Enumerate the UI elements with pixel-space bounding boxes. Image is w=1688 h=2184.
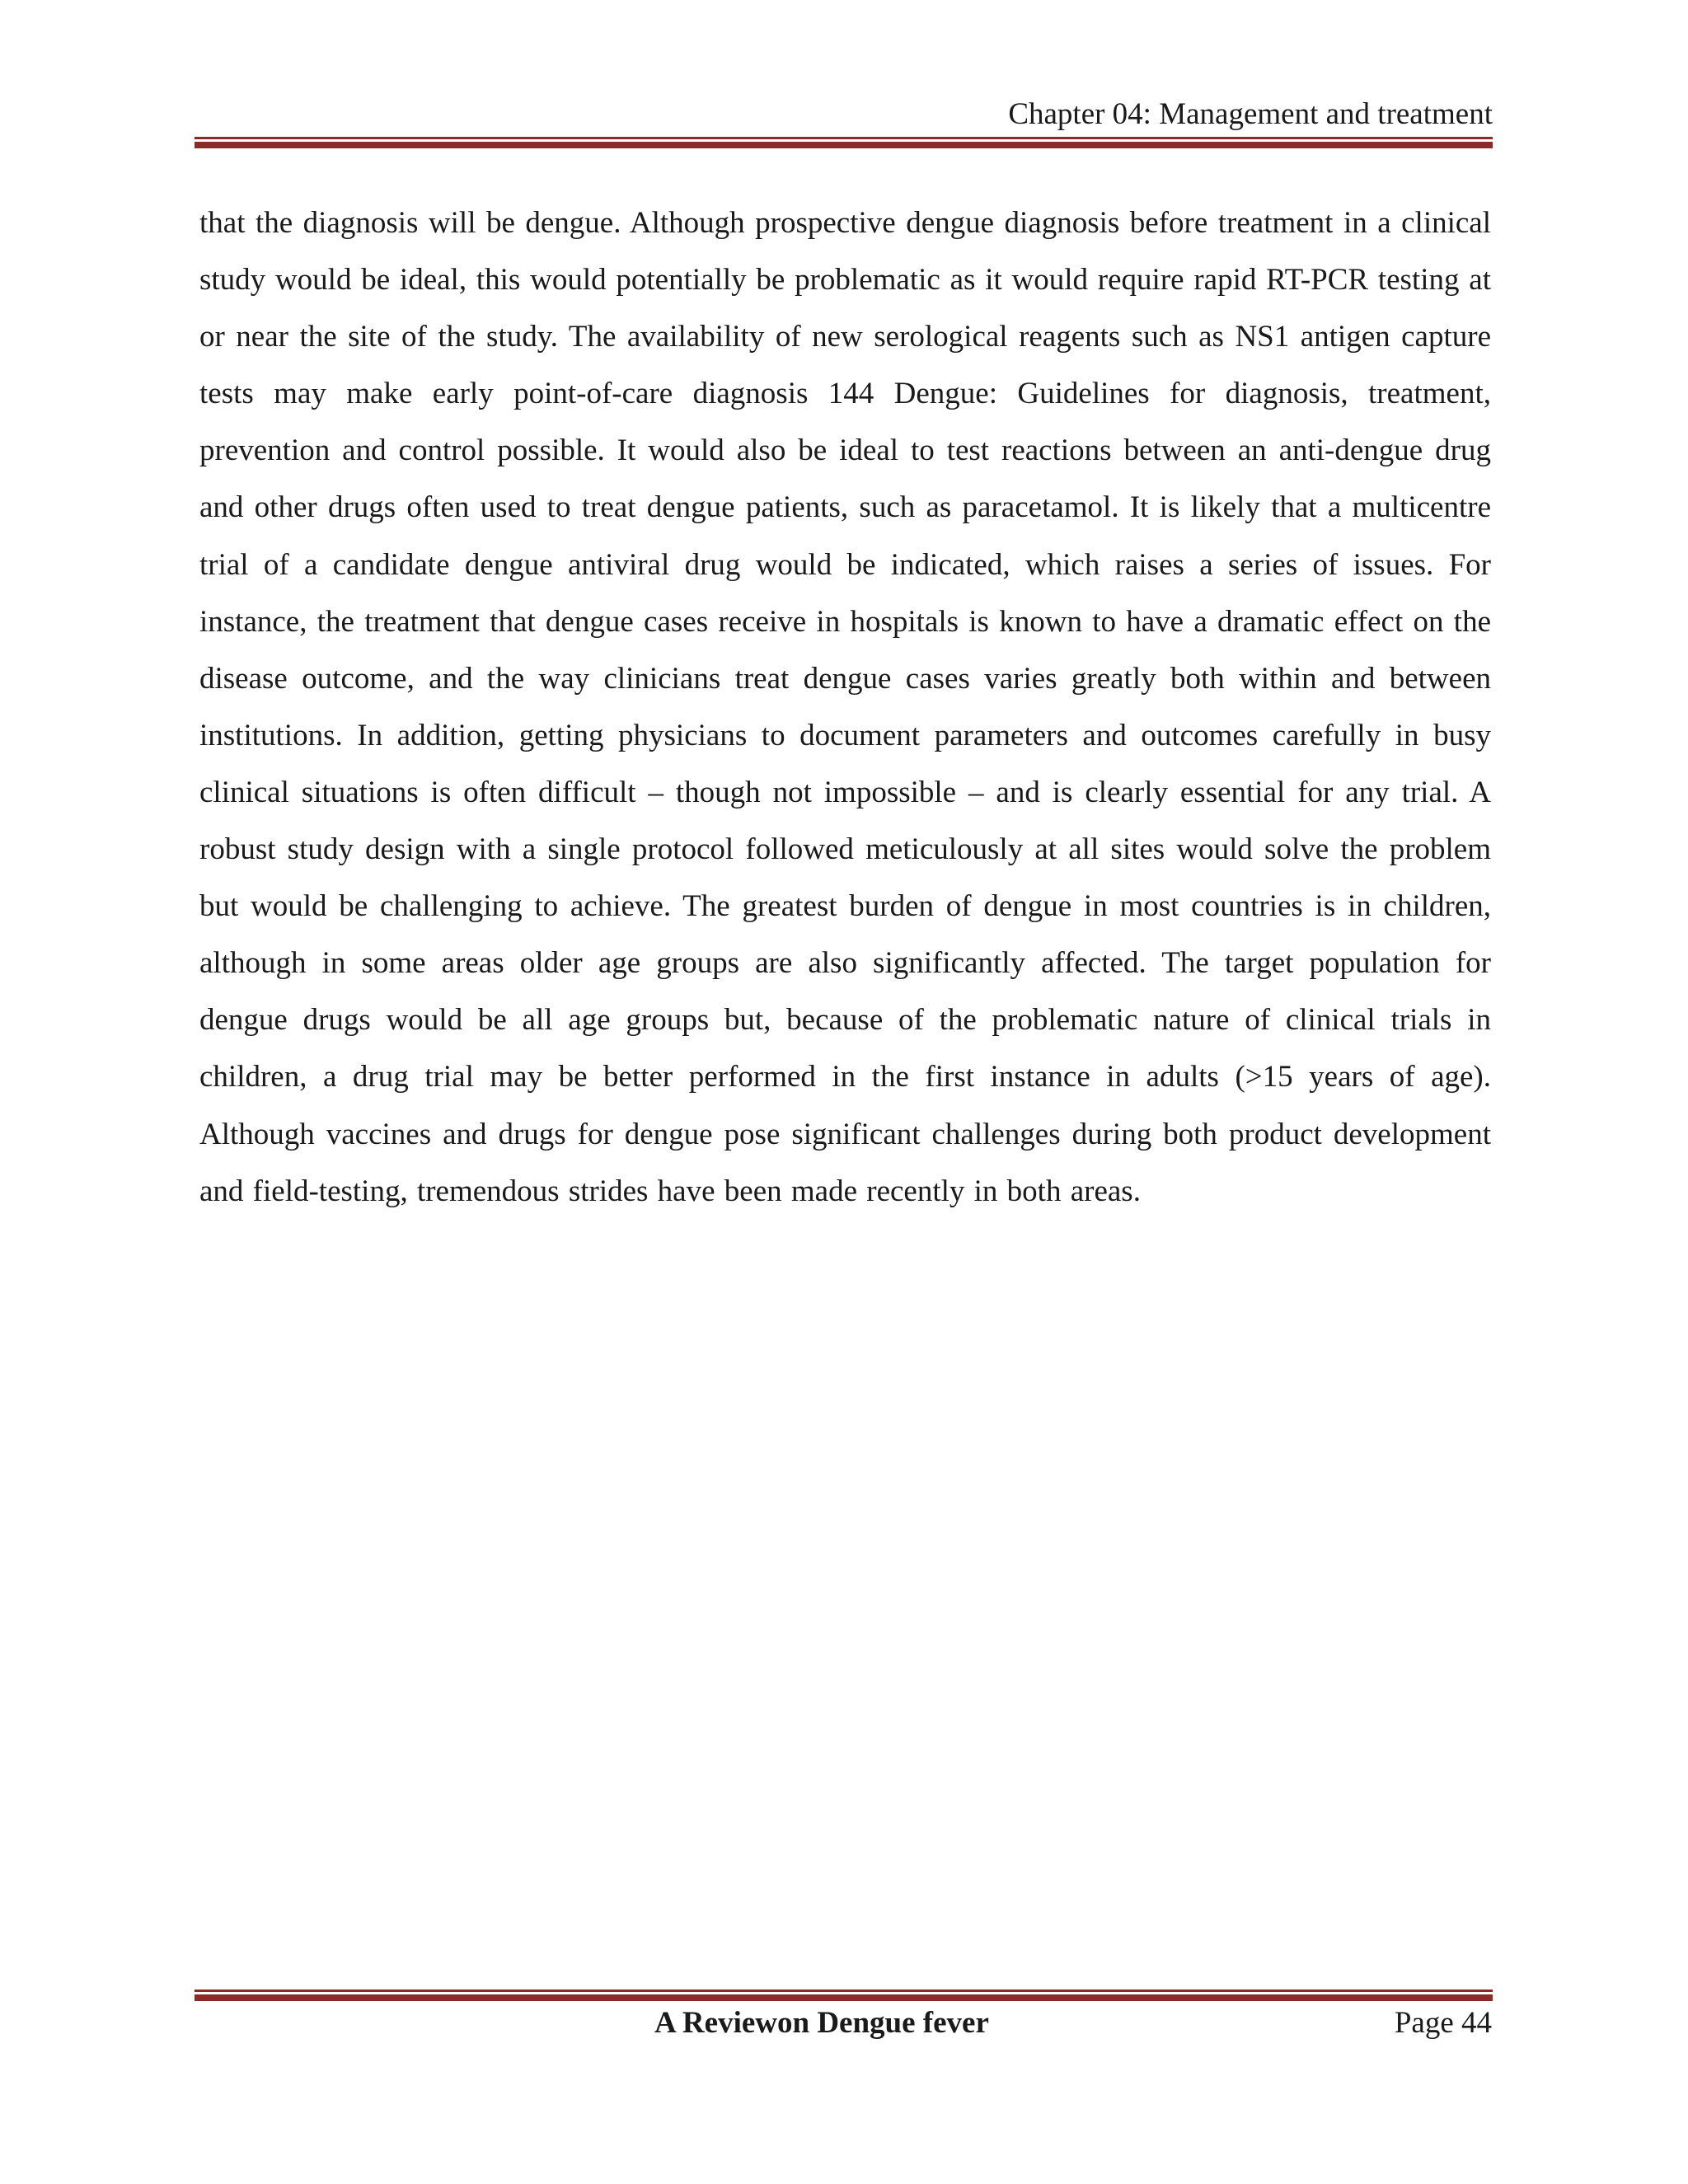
footer-document-title: A Reviewon Dengue fever [654,2006,989,2040]
header-rule-thin [195,137,1493,139]
footer-page-number: Page 44 [1394,2006,1492,2040]
header-rule-thick [195,142,1493,148]
footer-rule-thick [195,1994,1493,2001]
body-paragraph: that the diagnosis will be dengue. Although prospective dengue diagnosis before treatment in a clinical study would be ideal, this would potentially be problematic as it would require rapid RT-PCR testing at or near the site of the study. The availability of new serological reagents such as NS1 antigen capture tests may make early point-of-care diagnosis 144 Dengue: Guidelines for diagnosis, treatment, prevention and control possible. It would also be ideal to test reactions between an anti-dengue drug and other drugs often used to treat dengue patients, such as paracetamol. It is likely that a multicentre trial of a candidate dengue antiviral drug would be indicated, which raises a series of issues. For instance, the treatment that dengue cases receive in hospitals is known to have a dramatic effect on the disease outcome, and the way clinicians treat dengue cases varies greatly both within and between institutions. In addition, getting physicians to document parameters and outcomes carefully in busy clinical situations is often difficult – though not impossible – and is clearly essential for any trial. A robust study design with a single protocol followed meticulously at all sites would solve the problem but would be challenging to achieve. The greatest burden of dengue in most countries is in children, although in some areas older age groups are also significantly affected. The target population for dengue drugs would be all age groups but, because of the problematic nature of clinical trials in children, a drug trial may be better performed in the first instance in adults (>15 years of age). Although vaccines and drugs for dengue pose significant challenges during both product development and field-testing, tremendous strides have been made recently in both areas. [199,206,1491,1208]
footer-rule-thin [195,1990,1493,1992]
chapter-header-title: Chapter 04: Management and treatment [1008,97,1493,131]
